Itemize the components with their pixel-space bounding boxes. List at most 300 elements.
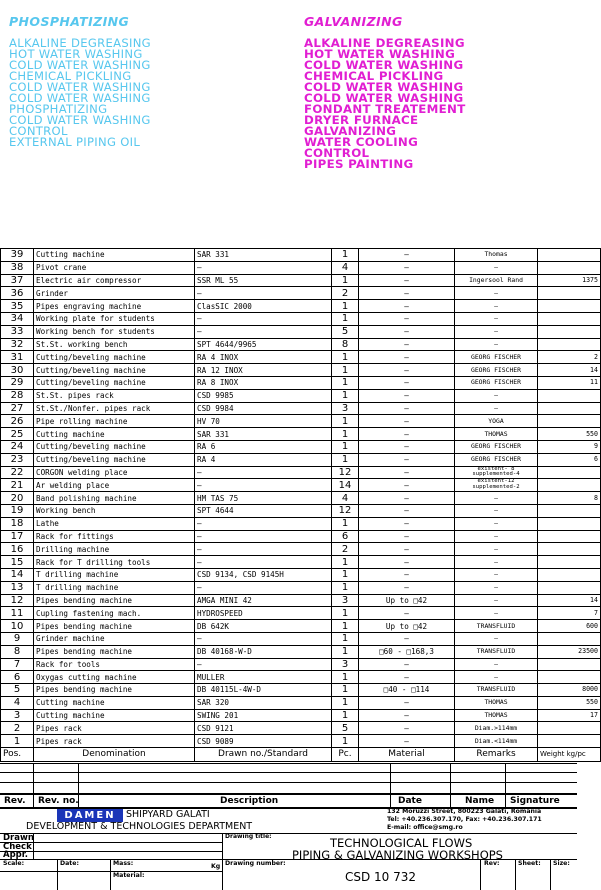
parts-list-table bbox=[0, 248, 601, 762]
cell-rem: – bbox=[455, 517, 538, 530]
cell-pos: 31 bbox=[1, 351, 34, 364]
cell-den: Drilling machine bbox=[34, 543, 195, 556]
cell-rem: TRANSFLUID bbox=[455, 684, 538, 697]
cell-den: Cupling fastening mach. bbox=[34, 607, 195, 620]
cell-pos: 20 bbox=[1, 492, 34, 505]
table-row bbox=[1, 338, 601, 351]
cell-den: Cutting/beveling machine bbox=[34, 453, 195, 466]
cell-mat: – bbox=[359, 530, 455, 543]
company-name: SHIPYARD GALATI bbox=[126, 809, 210, 820]
cell-pc: 1 bbox=[332, 453, 359, 466]
header-drawn: Drawn no./Standard bbox=[195, 748, 332, 762]
table-row bbox=[1, 581, 601, 594]
cell-w bbox=[538, 658, 601, 671]
cell-w: 2 bbox=[538, 351, 601, 364]
phosphatizing-title: PHOSPHATIZING bbox=[9, 14, 130, 29]
cell-mat: – bbox=[359, 556, 455, 569]
cell-rem: GEORG FISCHER bbox=[455, 364, 538, 377]
cell-pos: 36 bbox=[1, 287, 34, 300]
cell-drawn: CSD 9134, CSD 9145H bbox=[195, 568, 332, 581]
table-row bbox=[1, 300, 601, 313]
name-header: Name bbox=[465, 796, 495, 806]
cell-pos: 38 bbox=[1, 261, 34, 274]
cell-mat: – bbox=[359, 696, 455, 709]
cell-pc: 1 bbox=[332, 735, 359, 748]
cell-drawn: RA 4 INOX bbox=[195, 351, 332, 364]
cell-pc: 1 bbox=[332, 389, 359, 402]
cell-den: T drilling machine bbox=[34, 581, 195, 594]
cell-pos: 21 bbox=[1, 479, 34, 492]
cell-drawn: HYDROSPEED bbox=[195, 607, 332, 620]
cell-den: Lathe bbox=[34, 517, 195, 530]
cell-w bbox=[538, 581, 601, 594]
cell-pos: 35 bbox=[1, 300, 34, 313]
cell-drawn: MULLER bbox=[195, 671, 332, 684]
galvanizing-step: CHEMICAL PICKLING bbox=[304, 69, 444, 83]
cell-den: St.St./Nonfer. pipes rack bbox=[34, 402, 195, 415]
cell-drawn: CSD 9985 bbox=[195, 389, 332, 402]
cell-den: Pipes bending machine bbox=[34, 620, 195, 633]
cell-mat: – bbox=[359, 479, 455, 492]
cell-den: Band polishing machine bbox=[34, 492, 195, 505]
phosphatizing-step: COLD WATER WASHING bbox=[9, 80, 151, 94]
cell-rem: Ingersool Rand bbox=[455, 274, 538, 287]
cell-drawn: – bbox=[195, 556, 332, 569]
cell-drawn: – bbox=[195, 517, 332, 530]
cell-w: 14 bbox=[538, 364, 601, 377]
cell-rem: – bbox=[455, 402, 538, 415]
cell-pos: 7 bbox=[1, 658, 34, 671]
rev-no-label: Rev. no. bbox=[38, 796, 79, 806]
cell-den: Cutting/beveling machine bbox=[34, 376, 195, 389]
cell-drawn: RA 4 bbox=[195, 453, 332, 466]
table-row bbox=[1, 632, 601, 645]
cell-pc: 3 bbox=[332, 402, 359, 415]
galvanizing-step: FONDANT TREATEMENT bbox=[304, 102, 466, 116]
cell-pc: 1 bbox=[332, 351, 359, 364]
cell-den: Pipes rack bbox=[34, 722, 195, 735]
date-header: Date bbox=[398, 796, 422, 806]
cell-drawn: ClasSIC 2000 bbox=[195, 300, 332, 313]
cell-rem: GEORG FISCHER bbox=[455, 453, 538, 466]
cell-rem: THOMAS bbox=[455, 709, 538, 722]
cell-drawn: – bbox=[195, 287, 332, 300]
table-row bbox=[1, 492, 601, 505]
cell-mat: – bbox=[359, 440, 455, 453]
title-block bbox=[0, 763, 577, 890]
galvanizing-step: PIPES PAINTING bbox=[304, 157, 414, 171]
table-row bbox=[1, 312, 601, 325]
cell-den: Cutting machine bbox=[34, 428, 195, 441]
cell-pos: 15 bbox=[1, 556, 34, 569]
cell-pos: 6 bbox=[1, 671, 34, 684]
cell-pos: 30 bbox=[1, 364, 34, 377]
sheet-label: Sheet: bbox=[518, 860, 541, 867]
cell-drawn: RA 12 INOX bbox=[195, 364, 332, 377]
cell-rem: existent-12 supplemented-2 bbox=[455, 479, 538, 492]
size-label: Size: bbox=[553, 860, 570, 867]
table-row bbox=[1, 722, 601, 735]
cell-pos: 24 bbox=[1, 440, 34, 453]
cell-mat: – bbox=[359, 338, 455, 351]
cell-pc: 1 bbox=[332, 709, 359, 722]
cell-pos: 3 bbox=[1, 709, 34, 722]
cell-mat: – bbox=[359, 517, 455, 530]
phosphatizing-step: ALKALINE DEGREASING bbox=[9, 36, 151, 50]
check-label: Check bbox=[3, 842, 32, 852]
cell-mat: – bbox=[359, 312, 455, 325]
cell-w bbox=[538, 517, 601, 530]
cell-w bbox=[538, 312, 601, 325]
cell-w: 550 bbox=[538, 428, 601, 441]
cell-rem: – bbox=[455, 556, 538, 569]
cell-drawn: SAR 320 bbox=[195, 696, 332, 709]
cell-w: 17 bbox=[538, 709, 601, 722]
table-row bbox=[1, 671, 601, 684]
contact: Tel: +40.236.307.170, Fax: +40.236.307.171 bbox=[387, 816, 542, 823]
cell-pc: 5 bbox=[332, 325, 359, 338]
cell-w: 11 bbox=[538, 376, 601, 389]
email: E-mail: office@smg.ro bbox=[387, 824, 463, 831]
cell-drawn: HV 70 bbox=[195, 415, 332, 428]
cell-drawn: SPT 4644 bbox=[195, 504, 332, 517]
table-row bbox=[1, 594, 601, 607]
cell-mat: – bbox=[359, 504, 455, 517]
cell-drawn: SSR ML 55 bbox=[195, 274, 332, 287]
cell-mat: – bbox=[359, 415, 455, 428]
cell-drawn: RA 6 bbox=[195, 440, 332, 453]
cell-pc: 14 bbox=[332, 479, 359, 492]
cell-pos: 8 bbox=[1, 645, 34, 658]
cell-rem: TRANSFLUID bbox=[455, 645, 538, 658]
table-row bbox=[1, 402, 601, 415]
cell-pos: 23 bbox=[1, 453, 34, 466]
table-row bbox=[1, 658, 601, 671]
cell-rem: – bbox=[455, 287, 538, 300]
cell-mat: – bbox=[359, 325, 455, 338]
cell-rem: – bbox=[455, 261, 538, 274]
cell-drawn: SWING 201 bbox=[195, 709, 332, 722]
cell-pos: 28 bbox=[1, 389, 34, 402]
cell-pos: 16 bbox=[1, 543, 34, 556]
cell-rem: – bbox=[455, 312, 538, 325]
table-row bbox=[1, 287, 601, 300]
cell-drawn: SPT 4644/9965 bbox=[195, 338, 332, 351]
title-line-1: TECHNOLOGICAL FLOWS bbox=[330, 836, 473, 850]
cell-w bbox=[538, 671, 601, 684]
cell-pos: 17 bbox=[1, 530, 34, 543]
technological-flows bbox=[0, 0, 577, 245]
cell-rem: – bbox=[455, 504, 538, 517]
cell-w bbox=[538, 402, 601, 415]
drawing-number: CSD 10 732 bbox=[345, 870, 417, 884]
table-row bbox=[1, 696, 601, 709]
cell-w bbox=[538, 722, 601, 735]
cell-den: Rack for fittings bbox=[34, 530, 195, 543]
cell-drawn: DB 40115L-4W-D bbox=[195, 684, 332, 697]
appr-label: Appr. bbox=[3, 850, 28, 860]
cell-w bbox=[538, 735, 601, 748]
cell-pos: 33 bbox=[1, 325, 34, 338]
galvanizing-flow bbox=[304, 14, 466, 170]
cell-pc: 2 bbox=[332, 287, 359, 300]
cell-drawn: – bbox=[195, 479, 332, 492]
cell-pos: 34 bbox=[1, 312, 34, 325]
cell-pos: 1 bbox=[1, 735, 34, 748]
cell-rem: Thomas bbox=[455, 249, 538, 262]
table-row bbox=[1, 325, 601, 338]
cell-den: Pipes bending machine bbox=[34, 645, 195, 658]
cell-drawn: – bbox=[195, 632, 332, 645]
cell-pc: 1 bbox=[332, 620, 359, 633]
cell-w: 23500 bbox=[538, 645, 601, 658]
cell-den: Grinder machine bbox=[34, 632, 195, 645]
cell-rem: – bbox=[455, 543, 538, 556]
kg-label: Kg bbox=[211, 863, 221, 870]
table-row bbox=[1, 428, 601, 441]
scale-label: Scale: bbox=[3, 860, 25, 867]
table-row bbox=[1, 504, 601, 517]
cell-rem: – bbox=[455, 671, 538, 684]
rev-label: Rev. bbox=[4, 796, 26, 806]
phosphatizing-steps bbox=[9, 38, 151, 148]
cell-drawn: – bbox=[195, 312, 332, 325]
table-row bbox=[1, 620, 601, 633]
header-denomination: Denomination bbox=[34, 748, 195, 762]
table-row bbox=[1, 517, 601, 530]
cell-den: Cutting machine bbox=[34, 249, 195, 262]
cell-drawn: – bbox=[195, 581, 332, 594]
cell-mat: – bbox=[359, 671, 455, 684]
cell-w: 8 bbox=[538, 492, 601, 505]
cell-pos: 22 bbox=[1, 466, 34, 479]
cell-den: Pipe rolling machine bbox=[34, 415, 195, 428]
cell-pc: 1 bbox=[332, 581, 359, 594]
cell-rem: – bbox=[455, 300, 538, 313]
cell-rem: – bbox=[455, 325, 538, 338]
drawn-label: Drawn bbox=[3, 833, 34, 843]
phosphatizing-step: HOT WATER WASHING bbox=[9, 47, 143, 61]
cell-mat: – bbox=[359, 376, 455, 389]
cell-den: St.St. working bench bbox=[34, 338, 195, 351]
cell-den: Grinder bbox=[34, 287, 195, 300]
cell-drawn: SAR 331 bbox=[195, 428, 332, 441]
cell-w bbox=[538, 556, 601, 569]
cell-pos: 19 bbox=[1, 504, 34, 517]
cell-pc: 1 bbox=[332, 274, 359, 287]
cell-den: Pipes bending machine bbox=[34, 684, 195, 697]
cell-den: Cutting/beveling machine bbox=[34, 351, 195, 364]
cell-w bbox=[538, 568, 601, 581]
header-pc: Pc. bbox=[332, 748, 359, 762]
cell-rem: – bbox=[455, 594, 538, 607]
cell-rem: YOGA bbox=[455, 415, 538, 428]
cell-pc: 1 bbox=[332, 376, 359, 389]
cell-w: 550 bbox=[538, 696, 601, 709]
cell-pc: 3 bbox=[332, 594, 359, 607]
cell-pos: 18 bbox=[1, 517, 34, 530]
address: 132 Moruzzi Street, 800223 Galati, Romania bbox=[387, 808, 542, 815]
cell-den: St.St. pipes rack bbox=[34, 389, 195, 402]
cell-w: 8000 bbox=[538, 684, 601, 697]
cell-den: CORGON welding place bbox=[34, 466, 195, 479]
table-row bbox=[1, 389, 601, 402]
cell-drawn: HM TAS 75 bbox=[195, 492, 332, 505]
cell-mat: Up to □42 bbox=[359, 620, 455, 633]
cell-pc: 1 bbox=[332, 696, 359, 709]
cell-drawn: CSD 9121 bbox=[195, 722, 332, 735]
table-row bbox=[1, 684, 601, 697]
galvanizing-step: HOT WATER WASHING bbox=[304, 47, 456, 61]
cell-pc: 1 bbox=[332, 312, 359, 325]
cell-den: Cutting machine bbox=[34, 709, 195, 722]
cell-drawn: CSD 9984 bbox=[195, 402, 332, 415]
table-row bbox=[1, 466, 601, 479]
cell-mat: – bbox=[359, 274, 455, 287]
cell-mat: – bbox=[359, 249, 455, 262]
phosphatizing-step: COLD WATER WASHING bbox=[9, 58, 151, 72]
cell-mat: – bbox=[359, 453, 455, 466]
cell-pc: 1 bbox=[332, 645, 359, 658]
cell-pc: 1 bbox=[332, 415, 359, 428]
cell-mat: – bbox=[359, 364, 455, 377]
cell-pc: 12 bbox=[332, 504, 359, 517]
cell-drawn: – bbox=[195, 543, 332, 556]
galvanizing-step: COLD WATER WASHING bbox=[304, 91, 464, 105]
cell-pos: 32 bbox=[1, 338, 34, 351]
galvanizing-steps bbox=[304, 38, 466, 170]
cell-pc: 1 bbox=[332, 428, 359, 441]
cell-drawn: – bbox=[195, 325, 332, 338]
cell-pc: 1 bbox=[332, 568, 359, 581]
cell-den: Pipes rack bbox=[34, 735, 195, 748]
table-row bbox=[1, 645, 601, 658]
cell-den: Electric air compressor bbox=[34, 274, 195, 287]
cell-pos: 12 bbox=[1, 594, 34, 607]
galvanizing-step: GALVANIZING bbox=[304, 124, 397, 138]
table-row bbox=[1, 607, 601, 620]
cell-mat: – bbox=[359, 568, 455, 581]
cell-mat: – bbox=[359, 709, 455, 722]
cell-pc: 1 bbox=[332, 632, 359, 645]
galvanizing-step: CONTROL bbox=[304, 146, 370, 160]
cell-mat: – bbox=[359, 351, 455, 364]
cell-mat: □40 - □114 bbox=[359, 684, 455, 697]
parts-table-header bbox=[1, 748, 601, 762]
cell-drawn: AMGA MINI 42 bbox=[195, 594, 332, 607]
cell-pos: 2 bbox=[1, 722, 34, 735]
cell-pc: 4 bbox=[332, 492, 359, 505]
cell-den: Pipes engraving machine bbox=[34, 300, 195, 313]
cell-den: Working bench bbox=[34, 504, 195, 517]
cell-drawn: – bbox=[195, 261, 332, 274]
cell-rem: GEORG FISCHER bbox=[455, 351, 538, 364]
cell-w bbox=[538, 415, 601, 428]
mass-label: Mass: bbox=[113, 860, 134, 867]
cell-w bbox=[538, 530, 601, 543]
phosphatizing-step: COLD WATER WASHING bbox=[9, 113, 151, 127]
cell-rem: Diam.<114mm bbox=[455, 735, 538, 748]
cell-drawn: – bbox=[195, 530, 332, 543]
cell-pc: 1 bbox=[332, 671, 359, 684]
cell-w bbox=[538, 338, 601, 351]
cell-pc: 8 bbox=[332, 338, 359, 351]
cell-den: Cutting/beveling machine bbox=[34, 440, 195, 453]
cell-pc: 6 bbox=[332, 530, 359, 543]
cell-pos: 37 bbox=[1, 274, 34, 287]
table-row bbox=[1, 568, 601, 581]
cell-den: Cutting machine bbox=[34, 696, 195, 709]
cell-pc: 1 bbox=[332, 300, 359, 313]
phosphatizing-flow bbox=[9, 14, 151, 148]
cell-w bbox=[538, 632, 601, 645]
cell-pos: 27 bbox=[1, 402, 34, 415]
table-row bbox=[1, 709, 601, 722]
cell-pc: 1 bbox=[332, 364, 359, 377]
cell-mat: □60 - □168,3 bbox=[359, 645, 455, 658]
signature-header: Signature bbox=[510, 796, 560, 806]
cell-w bbox=[538, 389, 601, 402]
cell-w bbox=[538, 325, 601, 338]
phosphatizing-step: EXTERNAL PIPING OIL bbox=[9, 135, 141, 149]
cell-pos: 14 bbox=[1, 568, 34, 581]
cell-drawn: – bbox=[195, 466, 332, 479]
cell-mat: – bbox=[359, 658, 455, 671]
rev-field-label: Rev: bbox=[484, 860, 500, 867]
table-row bbox=[1, 364, 601, 377]
date-label: Date: bbox=[60, 860, 79, 867]
cell-pc: 1 bbox=[332, 607, 359, 620]
cell-drawn: RA 8 INOX bbox=[195, 376, 332, 389]
cell-den: Working bench for students bbox=[34, 325, 195, 338]
cell-w bbox=[538, 287, 601, 300]
cell-drawn: – bbox=[195, 658, 332, 671]
damen-logo: DAMEN bbox=[57, 809, 123, 822]
phosphatizing-step: CONTROL bbox=[9, 124, 68, 138]
cell-w: 600 bbox=[538, 620, 601, 633]
table-row bbox=[1, 249, 601, 262]
cell-pos: 4 bbox=[1, 696, 34, 709]
cell-den: Rack for T drilling tools bbox=[34, 556, 195, 569]
cell-rem: THOMAS bbox=[455, 428, 538, 441]
cell-mat: – bbox=[359, 543, 455, 556]
cell-pc: 12 bbox=[332, 466, 359, 479]
cell-w bbox=[538, 466, 601, 479]
cell-pos: 26 bbox=[1, 415, 34, 428]
cell-pos: 13 bbox=[1, 581, 34, 594]
cell-den: Ar welding place bbox=[34, 479, 195, 492]
cell-rem: – bbox=[455, 658, 538, 671]
galvanizing-step: WATER COOLING bbox=[304, 135, 419, 149]
header-pos: Pos. bbox=[1, 748, 34, 762]
cell-rem: Diam.>114mm bbox=[455, 722, 538, 735]
header-material: Material bbox=[359, 748, 455, 762]
cell-mat: – bbox=[359, 389, 455, 402]
cell-pos: 29 bbox=[1, 376, 34, 389]
galvanizing-step: COLD WATER WASHING bbox=[304, 58, 464, 72]
table-row bbox=[1, 376, 601, 389]
cell-rem: – bbox=[455, 632, 538, 645]
cell-w: 14 bbox=[538, 594, 601, 607]
cell-den: Pivot crane bbox=[34, 261, 195, 274]
cell-w: 1375 bbox=[538, 274, 601, 287]
cell-mat: – bbox=[359, 492, 455, 505]
cell-drawn: DB 40168-W-D bbox=[195, 645, 332, 658]
table-row bbox=[1, 351, 601, 364]
cell-mat: – bbox=[359, 428, 455, 441]
cell-w bbox=[538, 504, 601, 517]
cell-rem: – bbox=[455, 581, 538, 594]
